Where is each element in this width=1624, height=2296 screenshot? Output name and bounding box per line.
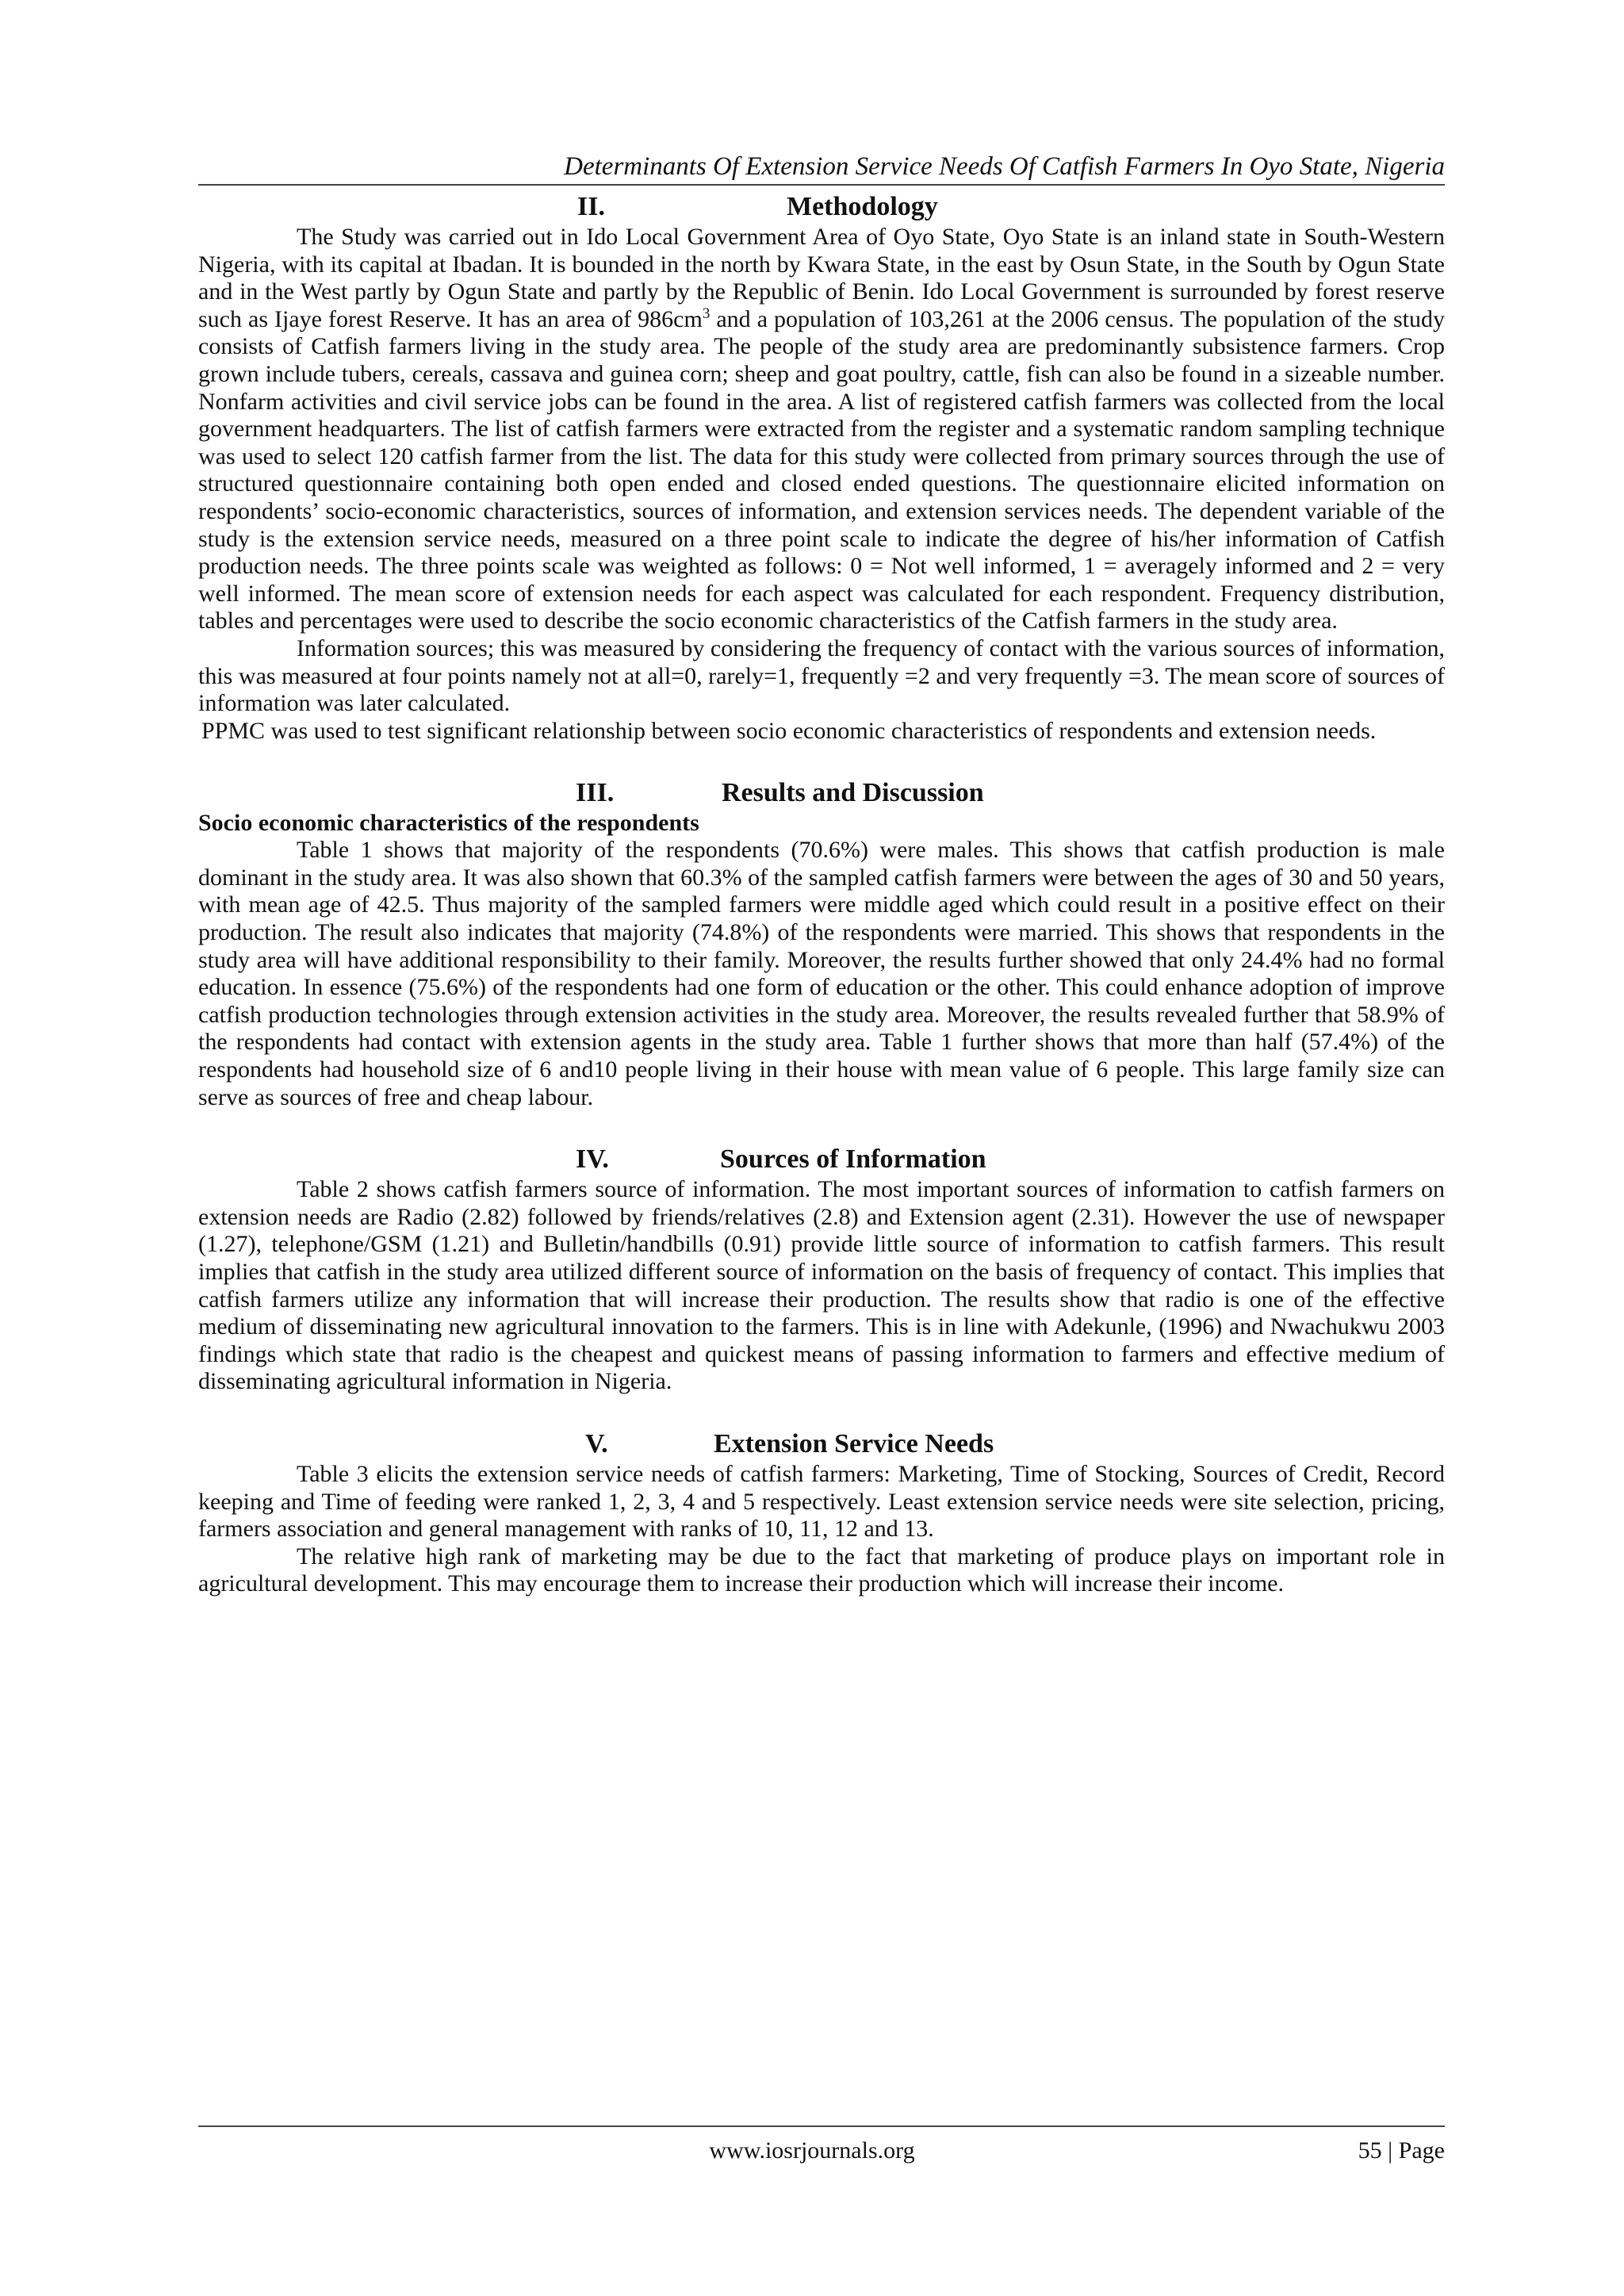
section-heading-methodology (198, 190, 1445, 224)
section-number: V. (585, 1428, 608, 1458)
section-title: Results and Discussion (722, 778, 984, 808)
section-heading-sources (198, 1143, 1445, 1176)
footer-page-number: 55 | Page (1358, 2137, 1445, 2164)
needs-paragraph-2: The relative high rank of marketing may be due to the fact that marketing of produce plays on important role in agricultural development. This may encourage them to increase their production which will increase their income. (198, 1543, 1445, 1597)
section-title: Extension Service Needs (714, 1428, 994, 1458)
methodology-paragraph-3: PPMC was used to test significant relationship between socio economic characteristics of respondents and extension needs. (201, 717, 1377, 744)
subheading-socio-economic: Socio economic characteristics of the respondents (198, 810, 699, 837)
sources-paragraph-1: Table 2 shows catfish farmers source of information. The most important sources of information to catfish farmers on extension needs are Radio (2.82) followed by friends/relatives (2.8) and Extension agent (2.31). However the use of newspaper (1.27), telephone/GSM (1.21) and Bulletin/handbills (0.91) provide little source of information to catfish farmers. This result implies that catfish in the study area utilized different source of information on the basis of frequency of contact. This implies that catfish farmers utilize any information that will increase their production. The results show that radio is one of the effective medium of disseminating new agricultural innovation to the farmers. This is in line with Adekunle, (1996) and Nwachukwu 2003 findings which state that radio is the cheapest and quickest means of passing information to farmers and effective medium of disseminating agricultural information in Nigeria. (198, 1176, 1445, 1395)
section-title: Sources of Information (720, 1144, 986, 1175)
section-number: II. (577, 192, 605, 221)
section-number: III. (576, 778, 615, 808)
section-heading-needs (198, 1428, 1445, 1461)
methodology-paragraph-1: The Study was carried out in Ido Local Government Area of Oyo State, Oyo State is an inland state in South-Western Nigeria, with its capital at Ibadan. It is bounded in the north by Kwara State, in the east by Osun State, in the South by Ogun State and in the West partly by Ogun State and partly by the Republic of Benin. Ido Local Government is surrounded by forest reserve such as Ijaye forest Reserve. It has an area of $986cm^3$ and a population of 103,261 at the 2006 census. The population of the study consists of Catfish farmers living in the study area. The people of the study area are predominantly subsistence farmers. Crop grown include tubers, cereals, cassava and guinea corn; sheep and goat poultry, cattle, fish can also be found in a sizeable number. Nonfarm activities and civil service jobs can be found in the area. A list of registered catfish farmers was collected from the local government headquarters. The list of catfish farmers were extracted from the register and a systematic random sampling technique was used to select 120 catfish farmer from the list. The data for this study were collected from primary sources through the use of structured questionnaire containing both open ended and closed ended questions. The questionnaire elicited information on respondents’ socio-economic characteristics, sources of information, and extension services needs. The dependent variable of the study is the extension service needs, measured on a three point scale to indicate the degree of his/her information of Catfish production needs. The three points scale was weighted as follows: 0 = Not well informed, 1 = averagely informed and 2 = very well informed. The mean score of extension needs for each aspect was calculated for each respondent. Frequency distribution, tables and percentages were used to describe the socio economic characteristics of the Catfish farmers in the study area. (198, 224, 1446, 634)
footer-url: www.iosrjournals.org (709, 2137, 915, 2164)
section-title: Methodology (787, 192, 938, 221)
running-title: Determinants Of Extension Service Needs Of Catfish Farmers In Oyo State, Nigeria (198, 151, 1445, 186)
footer-divider (198, 2125, 1445, 2127)
page-body (198, 151, 1445, 1598)
methodology-paragraph-2: Information sources; this was measured by considering the frequency of contact with the various sources of information, this was measured at four points namely not at all=0, rarely=1, frequently =2 and very frequently =3. The mean score of sources of information was later calculated. (198, 634, 1445, 717)
section-heading-results (198, 776, 1445, 810)
results-paragraph-1: Table 1 shows that majority of the respondents (70.6%) were males. This shows that catfish production is male dominant in the study area. It was also shown that 60.3% of the sampled catfish farmers were between the ages of 30 and 50 years, with mean age of 42.5. Thus majority of the sampled farmers were middle aged which could result in a positive effect on their production. The result also indicates that majority (74.8%) of the respondents were married. This shows that respondents in the study area will have additional responsibility to their family. Moreover, the results further showed that only 24.4% had no formal education. In essence (75.6%) of the respondents had one form of education or the other. This could enhance adoption of improve catfish production technologies through extension activities in the study area. Moreover, the results revealed further that 58.9% of the respondents had contact with extension agents in the study area. Table 1 further shows that more than half (57.4%) of the respondents had household size of 6 and10 people living in their house with mean value of 6 people. This large family size can serve as sources of free and cheap labour. (198, 837, 1445, 1110)
section-number: IV. (576, 1144, 609, 1175)
needs-paragraph-1: Table 3 elicits the extension service needs of catfish farmers: Marketing, Time of Stocking, Sources of Credit, Record keeping and Time of feeding were ranked 1, 2, 3, 4 and 5 respectively. Least extension service needs were site selection, pricing, farmers association and general management with ranks of 10, 11, 12 and 13. (198, 1460, 1445, 1543)
